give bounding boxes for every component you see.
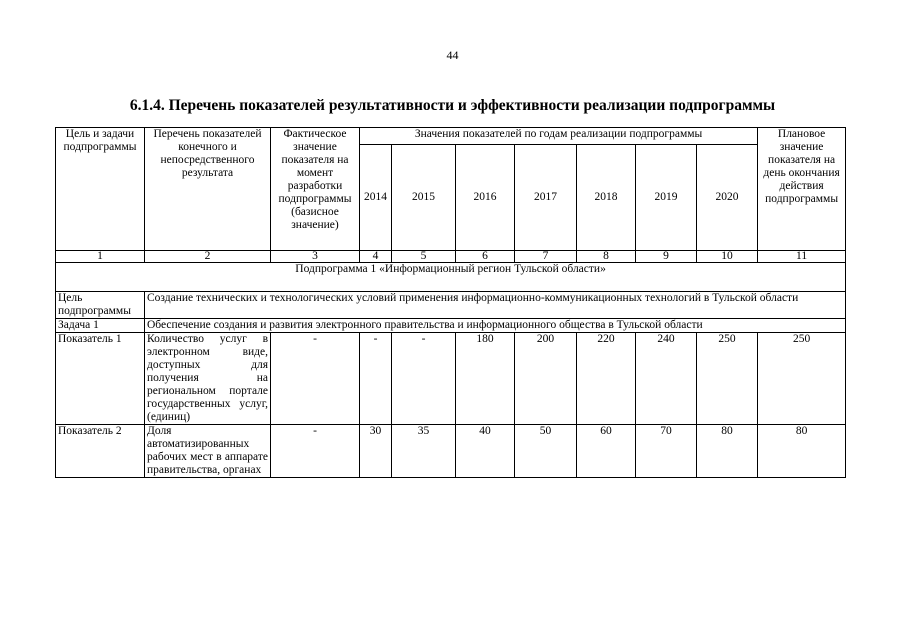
header-indicators: Перечень показателей конечного и непосредственного результата xyxy=(145,128,271,251)
header-year: 2014 xyxy=(360,145,392,251)
header-goal: Цель и задачи подпрограммы xyxy=(56,128,145,251)
header-years-group: Значения показателей по годам реализации подпрограммы xyxy=(360,128,758,145)
indicator-value: 60 xyxy=(577,425,636,478)
goal-label: Цель подпрограммы xyxy=(56,292,145,319)
header-year: 2019 xyxy=(636,145,697,251)
task-label: Задача 1 xyxy=(56,319,145,333)
indicator-value: 30 xyxy=(360,425,392,478)
goal-row xyxy=(56,292,846,319)
column-number: 1 xyxy=(56,251,145,263)
indicator-value: 50 xyxy=(515,425,577,478)
header-year: 2016 xyxy=(456,145,515,251)
indicator-value: 250 xyxy=(697,333,758,425)
table-row xyxy=(56,425,846,478)
column-number: 4 xyxy=(360,251,392,263)
task-row xyxy=(56,319,846,333)
subprogram-title: Подпрограмма 1 «Информационный регион Тульской области» xyxy=(56,263,846,292)
column-number: 10 xyxy=(697,251,758,263)
header-year: 2017 xyxy=(515,145,577,251)
column-numbers-row xyxy=(56,251,846,263)
header-row xyxy=(56,128,846,145)
indicator-value: 220 xyxy=(577,333,636,425)
header-year: 2018 xyxy=(577,145,636,251)
indicator-actual: - xyxy=(271,425,360,478)
subprogram-row xyxy=(56,263,846,292)
column-number: 11 xyxy=(758,251,846,263)
indicators-table xyxy=(55,127,846,478)
column-number: 9 xyxy=(636,251,697,263)
indicator-label: Показатель 1 xyxy=(56,333,145,425)
column-number: 7 xyxy=(515,251,577,263)
column-number: 2 xyxy=(145,251,271,263)
indicator-value: 70 xyxy=(636,425,697,478)
indicator-value: 240 xyxy=(636,333,697,425)
table-row xyxy=(56,333,846,425)
column-number: 6 xyxy=(456,251,515,263)
column-number: 5 xyxy=(392,251,456,263)
header-planned: Плановое значение показателя на день окончания действия подпрограммы xyxy=(758,128,846,251)
header-year: 2020 xyxy=(697,145,758,251)
indicator-planned: 250 xyxy=(758,333,846,425)
indicator-actual: - xyxy=(271,333,360,425)
indicator-value: 35 xyxy=(392,425,456,478)
indicator-value: - xyxy=(392,333,456,425)
column-number: 8 xyxy=(577,251,636,263)
section-title: 6.1.4. Перечень показателей результативности и эффективности реализации подпрограммы xyxy=(129,97,776,114)
header-year: 2015 xyxy=(392,145,456,251)
header-actual: Фактическое значение показателя на момент разработки подпрограммы (базисное значение) xyxy=(271,128,360,251)
indicator-planned: 80 xyxy=(758,425,846,478)
indicator-value: 180 xyxy=(456,333,515,425)
indicator-label: Показатель 2 xyxy=(56,425,145,478)
indicator-name: Доля автоматизированных рабочих мест в аппарате правительства, органах xyxy=(145,425,271,478)
column-number: 3 xyxy=(271,251,360,263)
goal-text: Создание технических и технологических условий применения информационно-коммуникационных технологий в Тульской области xyxy=(145,292,846,319)
indicator-value: - xyxy=(360,333,392,425)
indicator-name: Количество услуг в электронном виде, доступных для получения на региональном портале государственных услуг, (единиц) xyxy=(145,333,271,425)
indicator-value: 200 xyxy=(515,333,577,425)
task-text: Обеспечение создания и развития электронного правительства и информационного общества в Тульской области xyxy=(145,319,846,333)
page-number: 44 xyxy=(446,48,459,62)
indicator-value: 80 xyxy=(697,425,758,478)
indicator-value: 40 xyxy=(456,425,515,478)
